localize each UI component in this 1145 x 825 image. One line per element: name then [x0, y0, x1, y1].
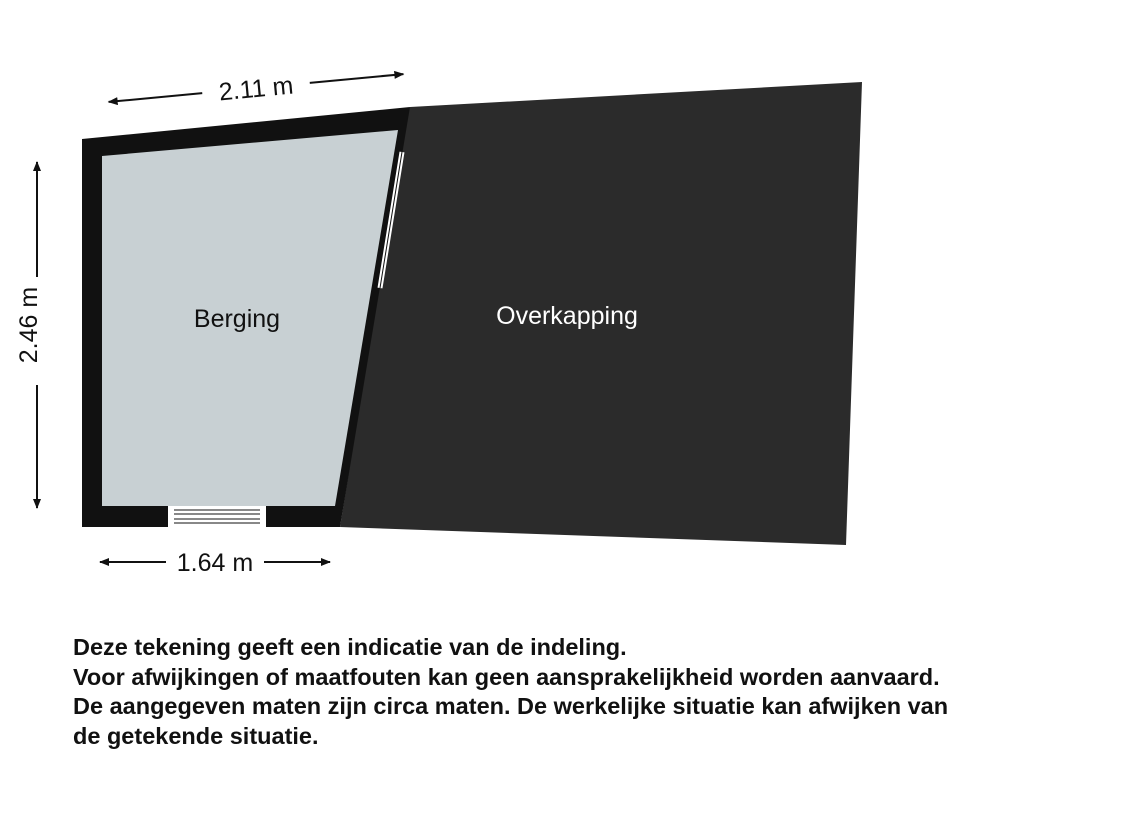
dimension-top-label: 2.11 m — [217, 71, 295, 107]
door — [167, 506, 267, 527]
storage-label: Berging — [193, 305, 281, 333]
disclaimer-text — [73, 633, 1133, 751]
disclaimer-line: de getekende situatie. — [73, 722, 319, 749]
dimension-left — [15, 162, 43, 508]
disclaimer-line: Voor afwijkingen of maatfouten kan geen aansprakelijkheid worden aanvaard. — [73, 663, 940, 690]
dimension-bottom-label: 1.64 m — [176, 549, 254, 577]
disclaimer-line: De aangegeven maten zijn circa maten. De werkelijke situatie kan afwijken van — [73, 693, 949, 719]
dimension-left-label: 2.46 m — [15, 286, 43, 364]
canopy-label: Overkapping — [496, 302, 638, 330]
dimension-top — [107, 61, 404, 117]
dimension-bottom — [100, 549, 330, 577]
disclaimer-line: Deze tekening geeft een indicatie van de indeling. — [73, 634, 627, 660]
